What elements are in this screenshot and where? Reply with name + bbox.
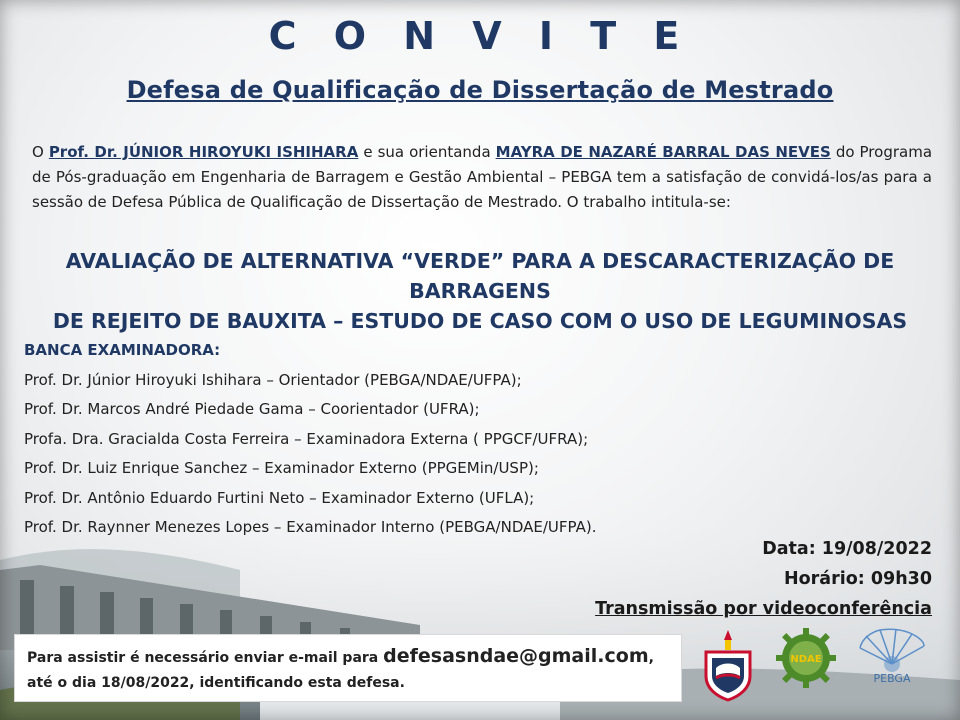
intro-paragraph: [32, 140, 932, 215]
thesis-title: [0, 246, 960, 336]
notice-prefix: Para assistir é necessário enviar e-mail para: [27, 650, 384, 666]
event-date: Data: 19/08/2022: [762, 539, 932, 559]
ufpa-crest-logo: [696, 626, 760, 706]
notice-suffix: ,: [648, 650, 654, 666]
examining-board-heading: BANCA EXAMINADORA:: [24, 341, 221, 359]
board-member: Prof. Dr. Luiz Enrique Sanchez – Examinador Externo (PPGEMin/USP);: [24, 459, 539, 477]
examining-board: [24, 336, 596, 543]
pebga-logo-label: PEBGA: [873, 672, 911, 685]
intro-text-1: O: [32, 143, 49, 161]
student-name: MAYRA DE NAZARÉ BARRAL DAS NEVES: [495, 143, 831, 161]
board-member: Prof. Dr. Júnior Hiroyuki Ishihara – Orientador (PEBGA/NDAE/UFPA);: [24, 370, 522, 389]
board-member: Prof. Dr. Raynner Menezes Lopes – Examinador Interno (PEBGA/NDAE/UFPA).: [24, 518, 597, 536]
pebga-logo: [852, 628, 932, 688]
notice-line-1: [27, 645, 654, 667]
thesis-title-line-2: DE REJEITO DE BAUXITA – ESTUDO DE CASO COM O USO DE LEGUMINOSAS: [52, 309, 908, 333]
page-subtitle: Defesa de Qualificação de Dissertação de Mestrado: [126, 76, 834, 104]
ndae-logo: [776, 626, 836, 690]
event-transmission: Transmissão por videoconferência: [595, 599, 932, 619]
ndae-logo-label: NDAE: [790, 654, 822, 665]
intro-text-2: e sua orientanda: [358, 143, 496, 161]
event-time: Horário: 09h30: [783, 569, 932, 589]
page-title: C O N V I T E: [268, 14, 692, 58]
notice-line-2: até o dia 18/08/2022, identificando esta defesa.: [27, 675, 405, 691]
event-details: [595, 534, 932, 624]
advisor-name: Prof. Dr. JÚNIOR HIROYUKI ISHIHARA: [48, 143, 359, 161]
board-member: Prof. Dr. Marcos André Piedade Gama – Coorientador (UFRA);: [24, 400, 480, 418]
board-member: Prof. Dr. Antônio Eduardo Furtini Neto – Examinador Externo (UFLA);: [24, 488, 535, 507]
intro-text-3: do Programa de Pós-graduação em Engenharia de Barragem e Gestão Ambiental – PEBGA tem a satisfação de convidá-los/as para a sessão de Defesa Pública de Qualificação de Dissertação de Mestrado. O trabalho intitula-se:: [32, 143, 933, 211]
contact-email-link[interactable]: defesasndae@gmail.com: [383, 645, 649, 667]
thesis-title-line-1: AVALIAÇÃO DE ALTERNATIVA “VERDE” PARA A DESCARACTERIZAÇÃO DE BARRAGENS: [65, 249, 895, 303]
attendance-notice-box: [14, 634, 682, 702]
board-member: Profa. Dra. Gracialda Costa Ferreira – Examinadora Externa ( PPGCF/UFRA);: [24, 429, 589, 448]
